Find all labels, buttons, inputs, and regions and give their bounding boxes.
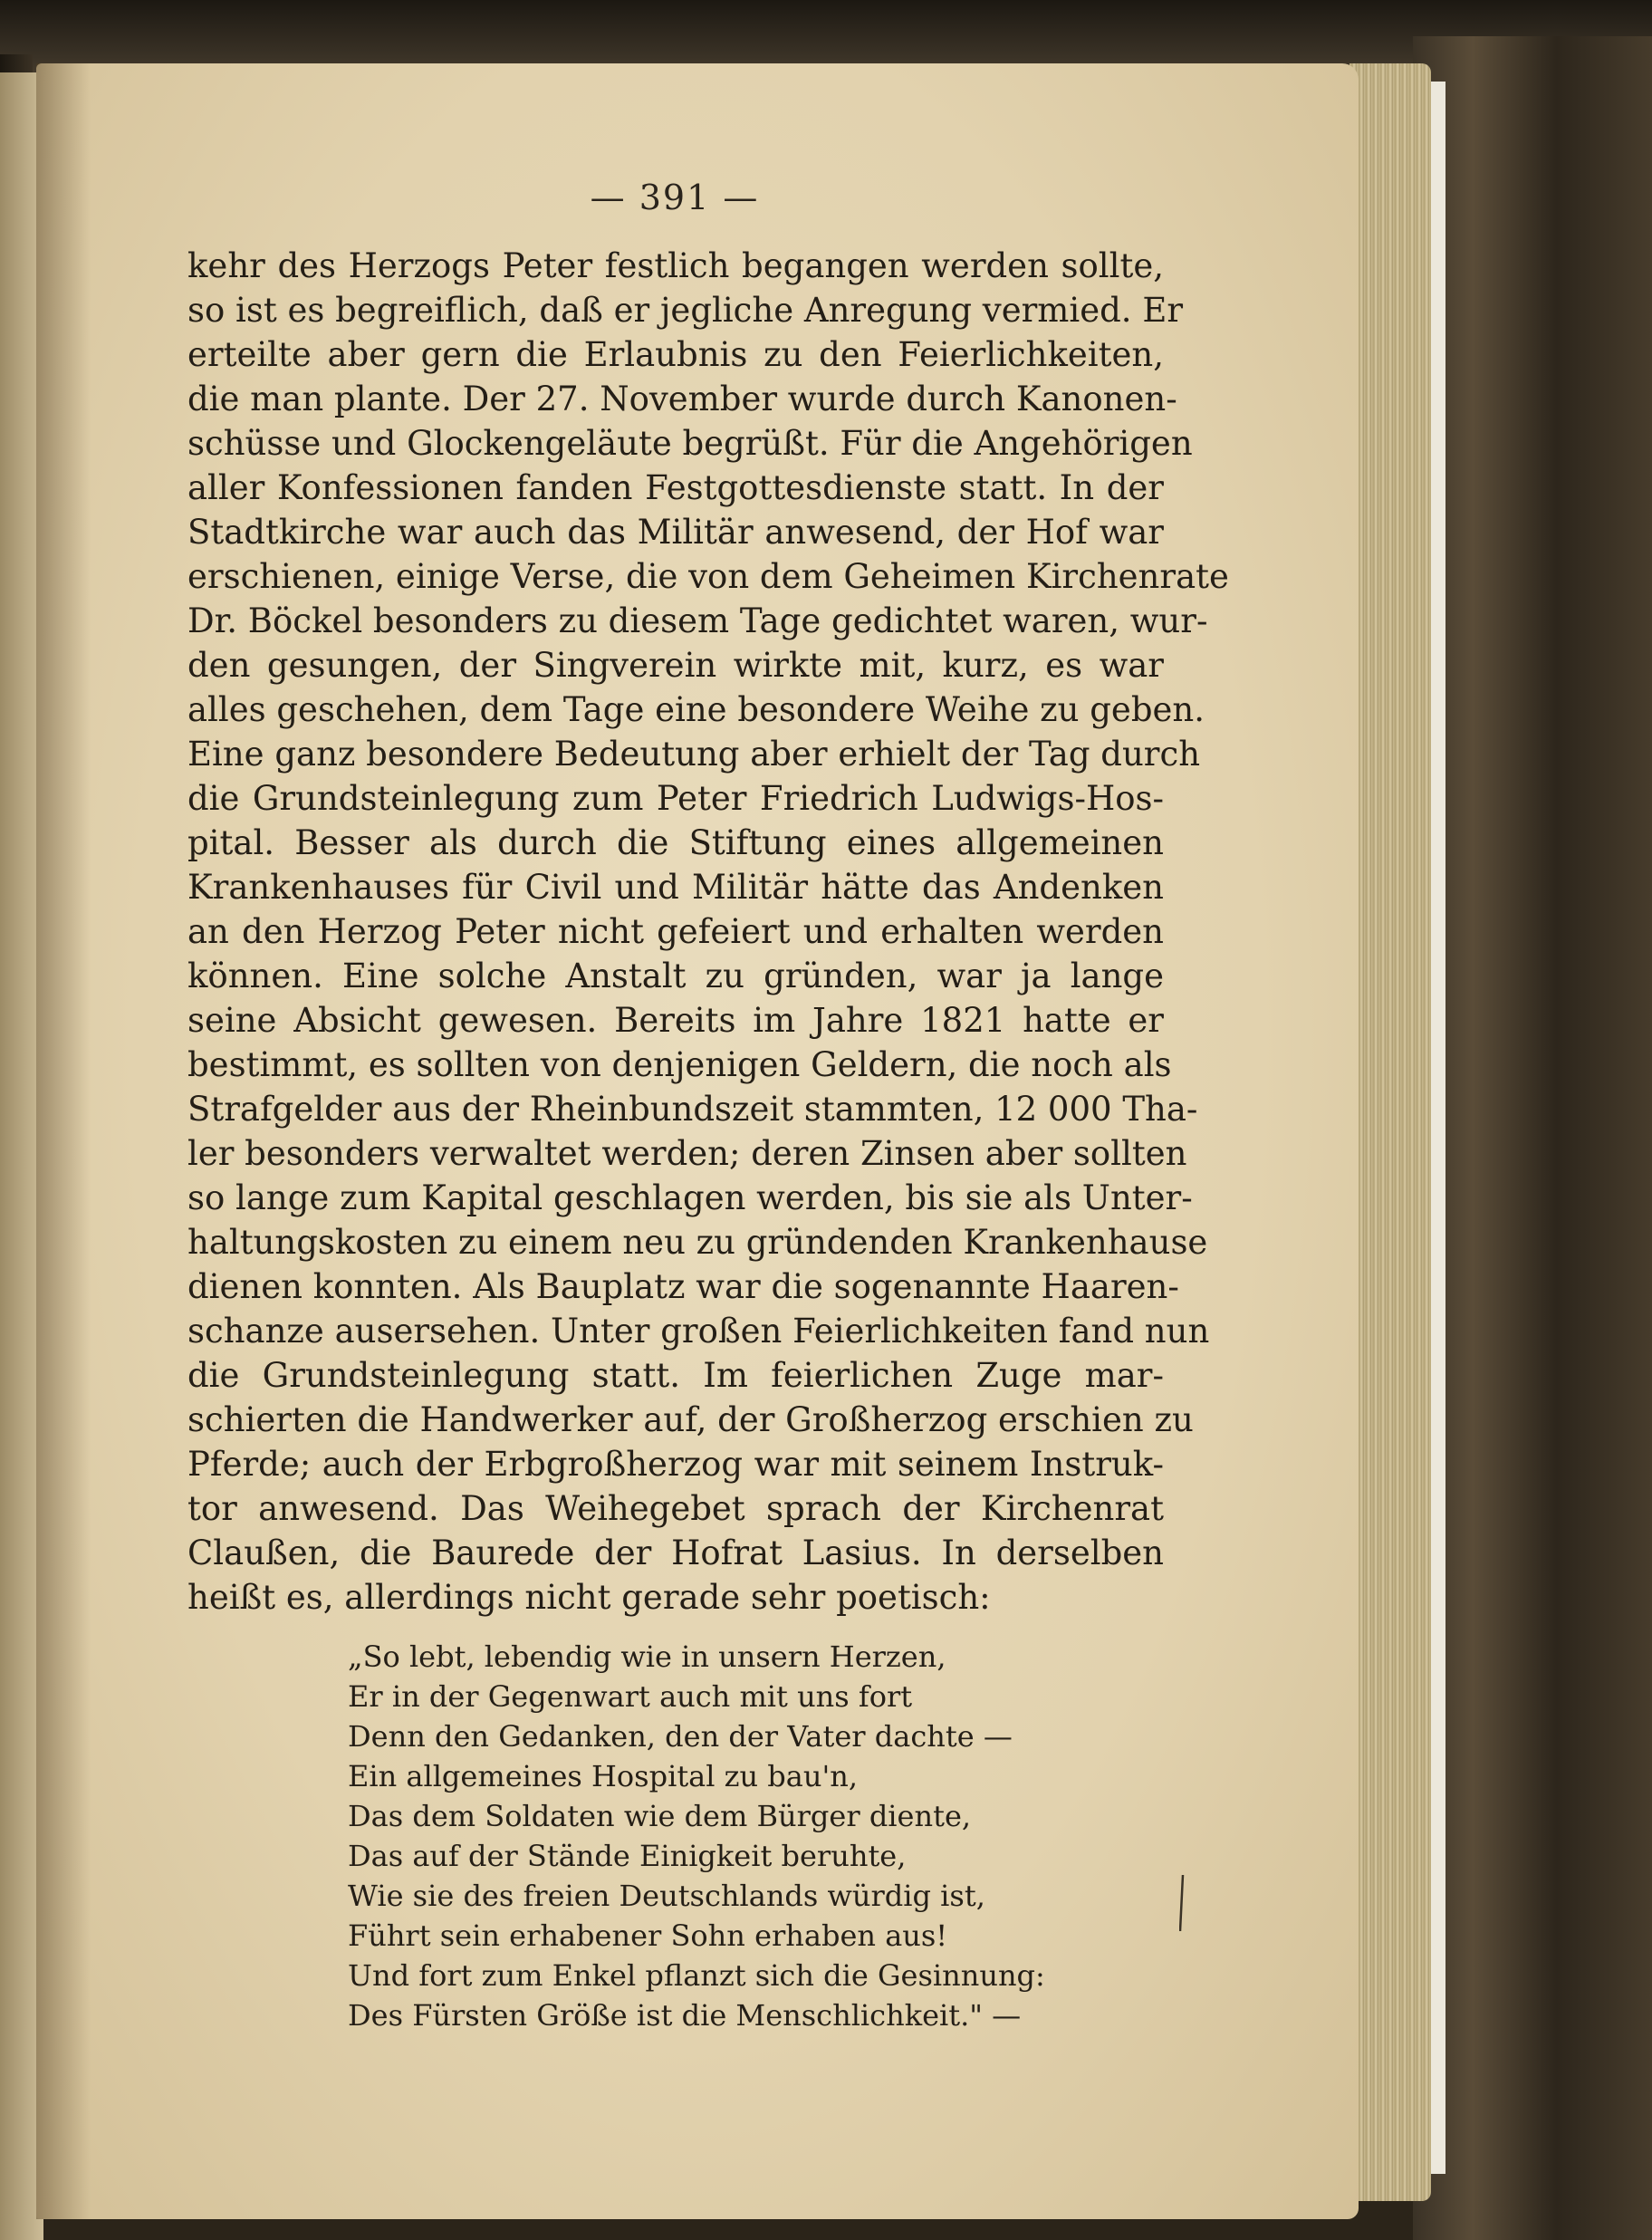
text-line: Stadtkirche war auch das Militär anwesend, der Hof war bbox=[187, 513, 1164, 552]
page-stack-edges bbox=[1349, 63, 1431, 2201]
text-line: Strafgelder aus der Rheinbundszeit stammten, 12 000 Tha- bbox=[187, 1090, 1198, 1129]
verse-line: Des Fürsten Größe ist die Menschlichkeit." — bbox=[348, 1998, 1022, 2033]
verse-line: Das auf der Stände Einigkeit beruhte, bbox=[348, 1839, 907, 1873]
text-line: seine Absicht gewesen. Bereits im Jahre 1821 hatte er bbox=[187, 1001, 1164, 1040]
text-line: aller Konfessionen fanden Festgottesdienste statt. In der bbox=[187, 468, 1164, 507]
verse-line: Das dem Soldaten wie dem Bürger diente, bbox=[348, 1799, 972, 1833]
text-line: ler besonders verwaltet werden; deren Zinsen aber sollten bbox=[187, 1134, 1187, 1173]
text-line: pital. Besser als durch die Stiftung eines allgemeinen bbox=[187, 823, 1164, 862]
text-line: Eine ganz besondere Bedeutung aber erhielt der Tag durch bbox=[187, 735, 1201, 774]
text-line: kehr des Herzogs Peter festlich begangen werden sollte, bbox=[187, 246, 1164, 285]
gutter-shadow bbox=[36, 63, 91, 2219]
text-line: schüsse und Glockengeläute begrüßt. Für die Angehörigen bbox=[187, 424, 1193, 463]
text-line: bestimmt, es sollten von denjenigen Geldern, die noch als bbox=[187, 1045, 1172, 1084]
text-line: heißt es, allerdings nicht gerade sehr poetisch: bbox=[187, 1578, 991, 1617]
pencil-mark bbox=[1179, 1875, 1185, 1931]
verse-line: Wie sie des freien Deutschlands würdig ist, bbox=[348, 1879, 985, 1913]
text-line: Claußen, die Baurede der Hofrat Lasius. In derselben bbox=[187, 1533, 1164, 1572]
text-line: so lange zum Kapital geschlagen werden, bis sie als Unter- bbox=[187, 1178, 1193, 1217]
page-number: — 391 — bbox=[590, 178, 760, 217]
text-line: dienen konnten. Als Bauplatz war die sogenannte Haaren- bbox=[187, 1267, 1179, 1306]
text-line: die Grundsteinlegung statt. Im feierlichen Zuge mar- bbox=[187, 1356, 1164, 1395]
text-line: erteilte aber gern die Erlaubnis zu den Feierlichkeiten, bbox=[187, 335, 1164, 374]
text-line: können. Eine solche Anstalt zu gründen, war ja lange bbox=[187, 957, 1164, 995]
verse-line: Führt sein erhabener Sohn erhaben aus! bbox=[348, 1918, 948, 1953]
body-text bbox=[187, 245, 1229, 1639]
verse-line: Und fort zum Enkel pflanzt sich die Gesinnung: bbox=[348, 1958, 1045, 1993]
text-line: Dr. Böckel besonders zu diesem Tage gedichtet waren, wur- bbox=[187, 601, 1208, 640]
text-line: haltungskosten zu einem neu zu gründenden Krankenhause bbox=[187, 1223, 1208, 1262]
verse-line: Denn den Gedanken, den der Vater dachte — bbox=[348, 1719, 1013, 1754]
verse-line: „So lebt, lebendig wie in unsern Herzen, bbox=[348, 1639, 946, 1674]
text-line: schierten die Handwerker auf, der Großherzog erschien zu bbox=[187, 1400, 1194, 1439]
verse-line: Ein allgemeines Hospital zu bau'n, bbox=[348, 1759, 859, 1793]
poem-quote bbox=[348, 1638, 1054, 2045]
book-cover-right bbox=[1413, 36, 1652, 2240]
text-line: den gesungen, der Singverein wirkte mit, kurz, es war bbox=[187, 646, 1164, 685]
text-line: tor anwesend. Das Weihegebet sprach der Kirchenrat bbox=[187, 1489, 1164, 1528]
verse-line: Er in der Gegenwart auch mit uns fort bbox=[348, 1679, 913, 1714]
text-line: Pferde; auch der Erbgroßherzog war mit seinem Instruk- bbox=[187, 1445, 1164, 1484]
text-line: so ist es begreiflich, daß er jegliche Anregung vermied. Er bbox=[187, 291, 1184, 330]
text-line: alles geschehen, dem Tage eine besondere Weihe zu geben. bbox=[187, 690, 1205, 729]
text-line: die Grundsteinlegung zum Peter Friedrich Ludwigs-Hos- bbox=[187, 779, 1164, 818]
text-line: die man plante. Der 27. November wurde durch Kanonen- bbox=[187, 380, 1177, 418]
text-line: Krankenhauses für Civil und Militär hätte das Andenken bbox=[187, 868, 1164, 907]
text-line: erschienen, einige Verse, die von dem Geheimen Kirchenrate bbox=[187, 557, 1229, 596]
endpaper-edge bbox=[1431, 82, 1446, 2174]
text-line: schanze ausersehen. Unter großen Feierlichkeiten fand nun bbox=[187, 1312, 1210, 1351]
text-line: an den Herzog Peter nicht gefeiert und erhalten werden bbox=[187, 912, 1164, 951]
